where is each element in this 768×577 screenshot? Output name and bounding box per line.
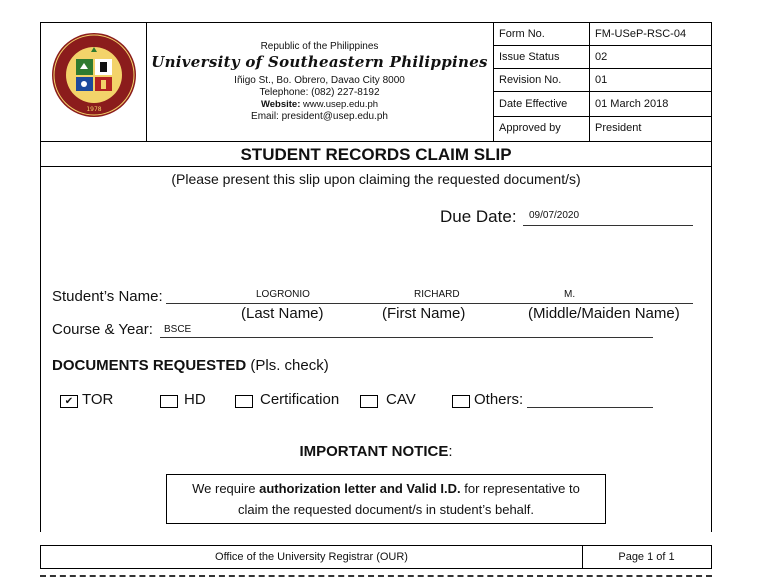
meta-value-form-no: FM-USeP-RSC-04	[595, 28, 687, 40]
meta-value-date-effective: 01 March 2018	[595, 98, 669, 110]
documents-heading-bold: DOCUMENTS REQUESTED	[52, 357, 247, 374]
others-line[interactable]	[527, 407, 653, 408]
notice-line-1-bold: authorization letter and Valid I.D.	[259, 481, 461, 496]
tor-label: TOR	[82, 391, 114, 408]
last-name-caption: (Last Name)	[241, 305, 324, 322]
svg-text:1978: 1978	[86, 106, 102, 113]
footer-office: Office of the University Registrar (OUR)	[215, 551, 408, 563]
notice-line-1	[167, 478, 605, 499]
university-seal-logo	[50, 31, 138, 119]
documents-heading	[52, 357, 329, 374]
meta-label-form-no: Form No.	[499, 28, 545, 40]
notice-line-2: claim the requested document/s in student’s behalf.	[237, 502, 535, 517]
notice-box	[166, 474, 606, 524]
form-title: STUDENT RECORDS CLAIM SLIP	[40, 142, 712, 167]
tor-checkbox[interactable]: ✔	[60, 395, 78, 408]
footer-page: Page 1 of 1	[618, 551, 675, 563]
course-year-line	[160, 337, 653, 338]
cav-label: CAV	[386, 391, 416, 408]
certification-checkbox[interactable]	[235, 395, 253, 408]
due-date-line	[523, 225, 693, 226]
important-notice-heading	[40, 443, 712, 460]
meta-value-approved-by: President	[595, 122, 642, 134]
university-name: University of Southeastern Philippines	[151, 53, 488, 71]
first-name-value[interactable]: RICHARD	[414, 289, 460, 300]
website-value[interactable]: www.usep.edu.ph	[303, 99, 379, 110]
documents-heading-note: (Pls. check)	[250, 357, 329, 374]
meta-label-issue-status: Issue Status	[499, 51, 560, 63]
notice-line-1-end: for representative to	[460, 481, 580, 496]
meta-value-revision-no: 01	[595, 74, 608, 86]
middle-name-value[interactable]: M.	[564, 289, 576, 300]
student-name-line	[166, 303, 693, 304]
meta-label-approved-by: Approved by	[499, 122, 561, 134]
email-line: Email: president@usep.edu.ph	[251, 111, 388, 122]
course-year-label: Course & Year:	[52, 321, 153, 338]
website-line	[146, 99, 493, 111]
republic-line: Republic of the Philippines	[260, 41, 379, 52]
meta-label-revision-no: Revision No.	[499, 74, 562, 86]
cav-checkbox[interactable]	[360, 395, 378, 408]
website-label: Website:	[260, 99, 301, 110]
notice-heading-text: IMPORTANT NOTICE	[299, 443, 449, 460]
meta-value-issue-status: 02	[595, 51, 608, 63]
telephone-line: Telephone: (082) 227-8192	[259, 87, 380, 98]
meta-label-date-effective: Date Effective	[499, 98, 568, 110]
middle-name-caption: (Middle/Maiden Name)	[528, 305, 680, 322]
course-year-value[interactable]: BSCE	[164, 324, 192, 335]
others-checkbox[interactable]	[452, 395, 470, 408]
student-name-label: Student’s Name:	[52, 288, 163, 305]
form-header	[40, 22, 712, 142]
hd-label: HD	[184, 391, 206, 408]
address-line: Iñigo St., Bo. Obrero, Davao City 8000	[234, 75, 405, 86]
instruction-text: (Please present this slip upon claiming the requested document/s)	[171, 171, 581, 187]
due-date-label: Due Date:	[440, 207, 517, 226]
notice-heading-colon: :	[448, 443, 453, 460]
notice-line-1-start: We require	[192, 481, 260, 496]
last-name-value[interactable]: LOGRONIO	[256, 289, 310, 300]
others-label: Others:	[474, 391, 524, 408]
form-footer	[40, 545, 712, 569]
hd-checkbox[interactable]	[160, 395, 178, 408]
certification-label: Certification	[260, 391, 340, 408]
due-date-value[interactable]: 09/07/2020	[529, 210, 580, 221]
first-name-caption: (First Name)	[382, 305, 466, 322]
